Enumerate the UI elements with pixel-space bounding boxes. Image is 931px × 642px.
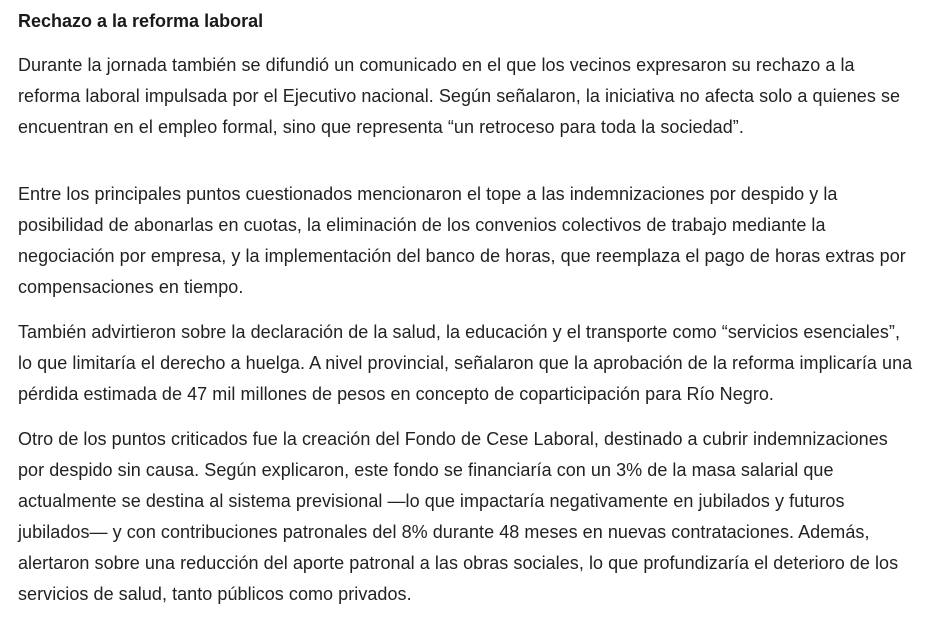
paragraph-servicios-esenciales: También advirtieron sobre la declaración de la salud, la educación y el transporte como “servicios esenciales”, lo que limitaría el derecho a huelga. A nivel provincial, señalaron que la aprobación de la reforma implicaría una pérdida estimada de 47 mil millones de pesos en concepto de coparticipación para Río Negro. <box>18 322 913 404</box>
paragraph-fondo-cese-laboral: Otro de los puntos criticados fue la creación del Fondo de Cese Laboral, destinado a cubrir indemnizaciones por despido sin causa. Según explicaron, este fondo se financiaría con un 3% de la masa salarial que actualmente se destina al sistema previsional —lo que impactaría negativamente en jubilados y futuros jubilados— y con contribuciones patronales del 8% durante 48 meses en nuevas contrataciones. Además, alertaron sobre una reducción del aporte patronal a las obras sociales, lo que profundizaría el deterioro de los servicios de salud, tanto públicos como privados. <box>18 429 899 604</box>
section-heading: Rechazo a la reforma laboral <box>18 11 264 31</box>
paragraph-puntos-cuestionados: Entre los principales puntos cuestionados mencionaron el tope a las indemnizaciones por despido y la posibilidad de abonarlas en cuotas, la eliminación de los convenios colectivos de trabajo mediante la negociación por empresa, y la implementación del banco de horas, que reemplaza el pago de horas extras por compensaciones en tiempo. <box>18 184 906 297</box>
paragraph-comunicado: Durante la jornada también se difundió un comunicado en el que los vecinos expresaron su rechazo a la reforma laboral impulsada por el Ejecutivo nacional. Según señalaron, la iniciativa no afecta solo a quienes se encuentran en el empleo formal, sino que representa “un retroceso para toda la sociedad”. <box>18 55 901 137</box>
article-body <box>18 0 918 610</box>
